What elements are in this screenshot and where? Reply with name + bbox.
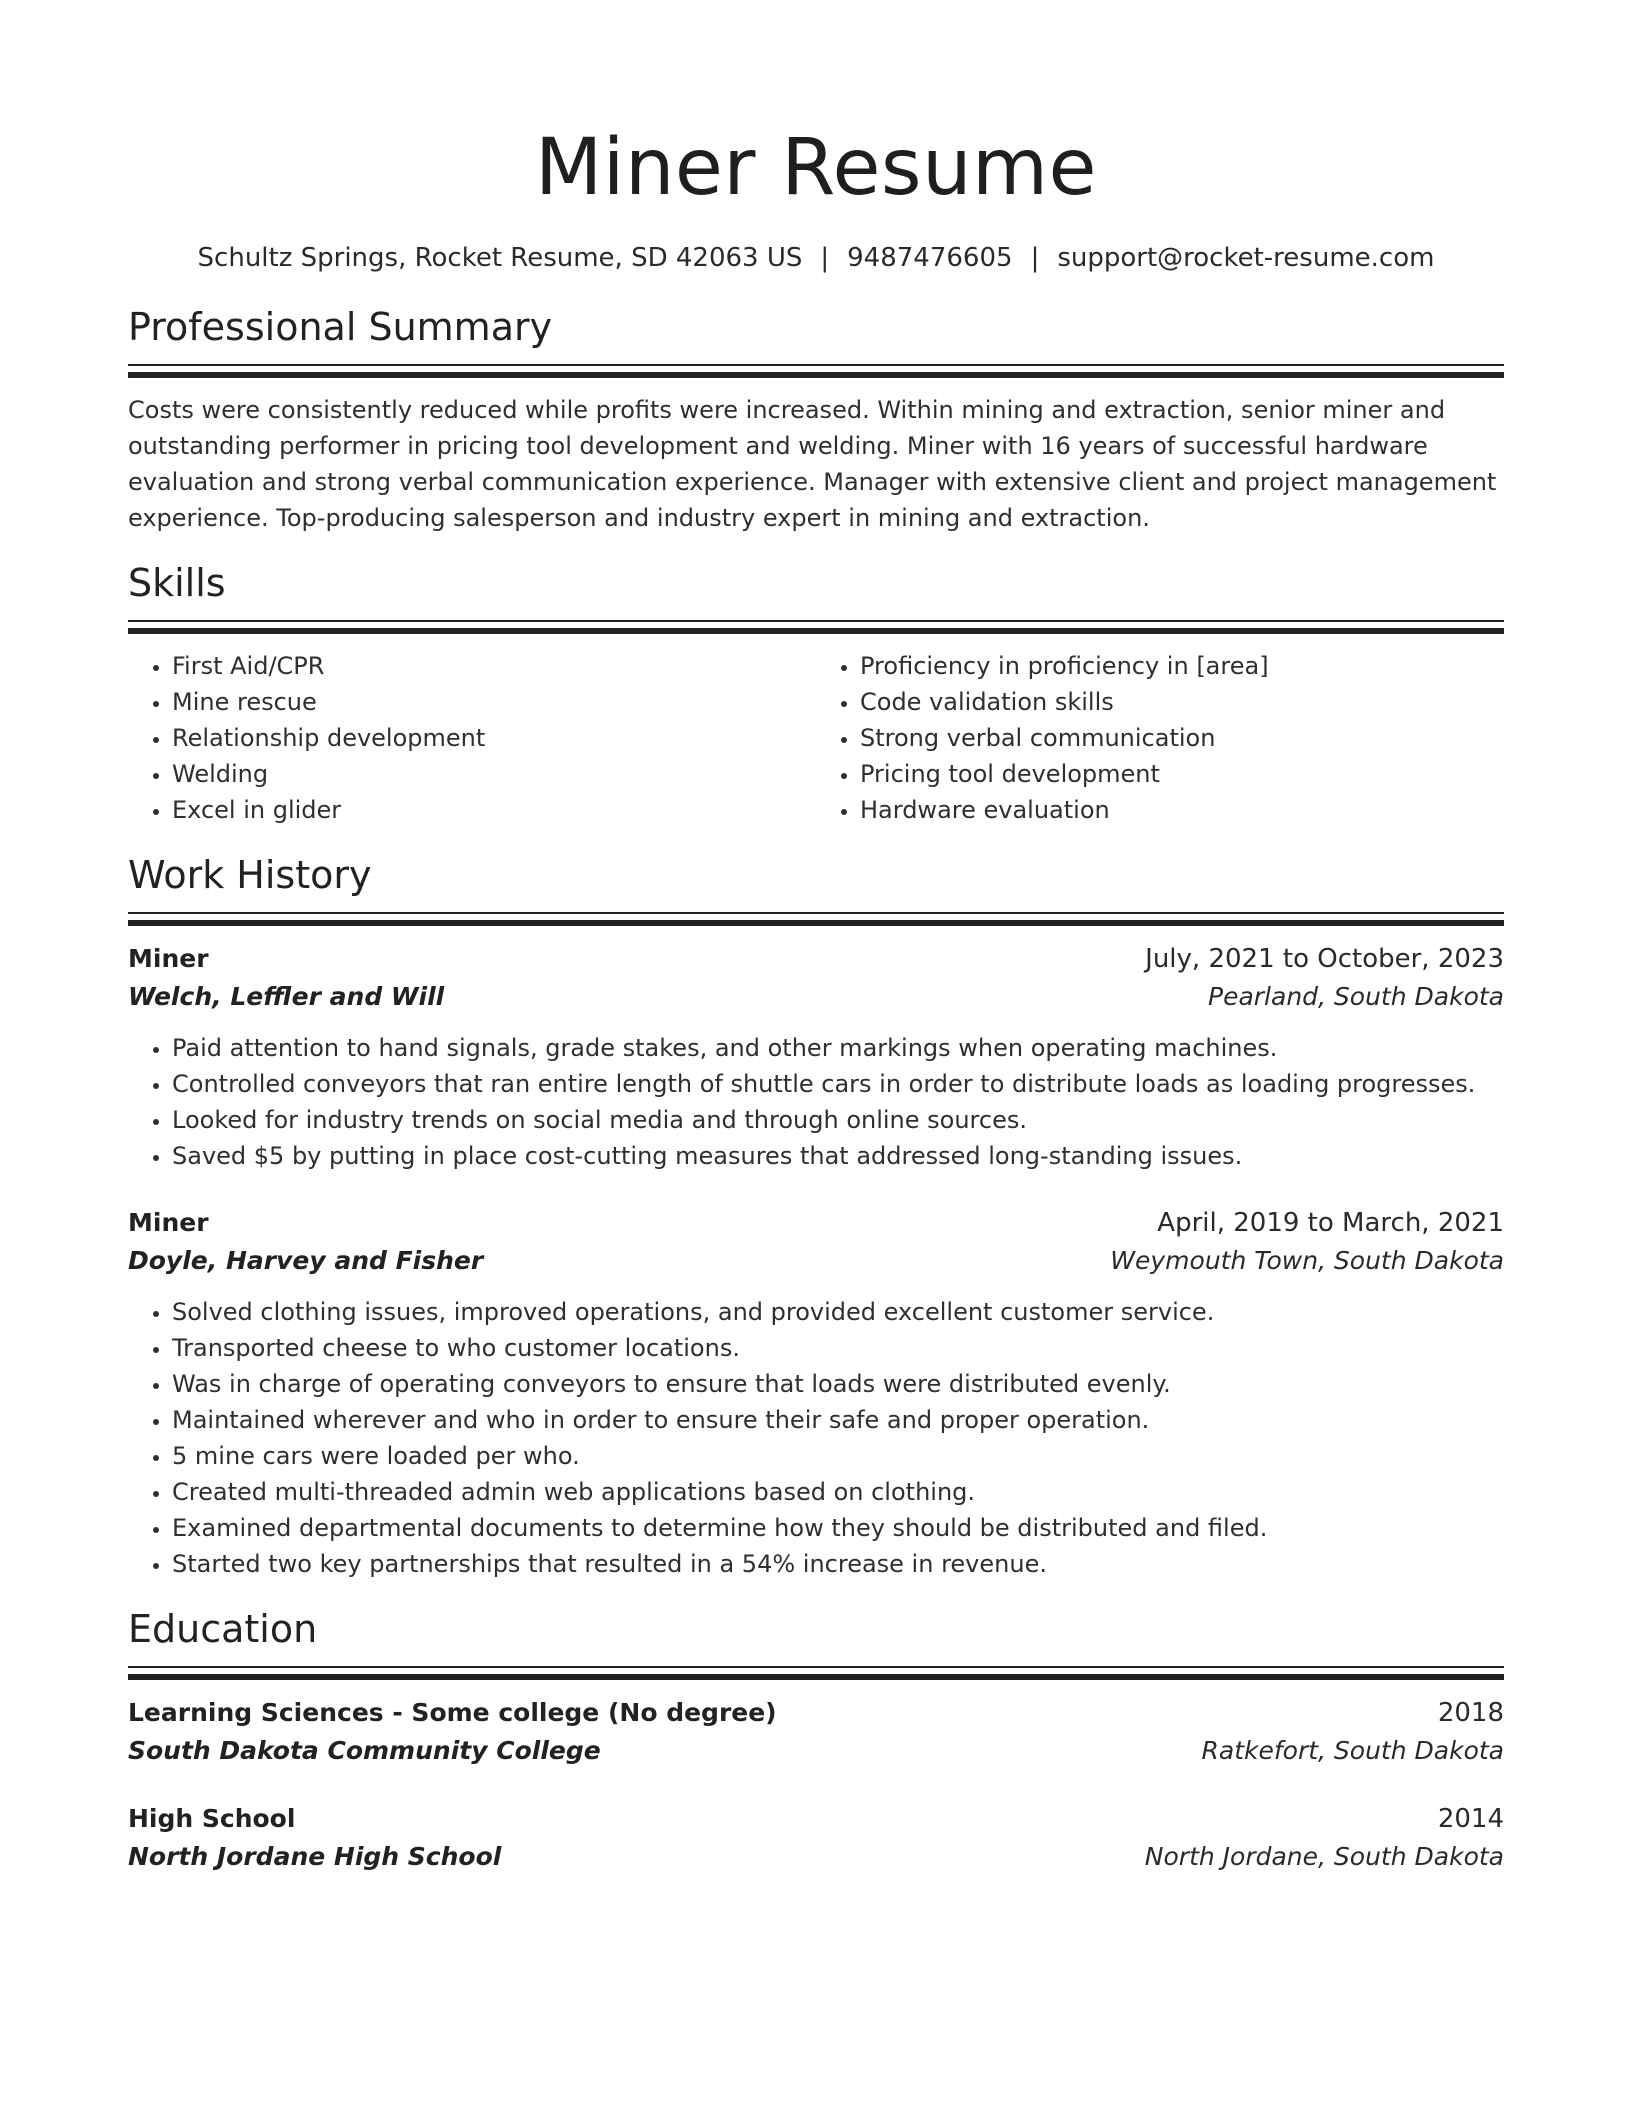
duty-item: • Controlled conveyors that ran entire length of shuttle cars in order to distribute loads as loading progresses. (172, 1066, 1504, 1102)
skill-item: • Code validation skills (860, 684, 1504, 720)
job-title: Miner (128, 944, 209, 973)
job-location: Pearland, South Dakota (1208, 982, 1504, 1011)
section-divider (128, 912, 1504, 914)
education-degree: High School (128, 1804, 296, 1833)
education-degree: Learning Sciences - Some college (No degree) (128, 1698, 777, 1727)
contact-separator: | (1030, 243, 1040, 273)
skill-item: • Excel in glider (172, 792, 816, 828)
resume-page (128, 0, 1504, 1876)
section-heading-work-history: Work History (128, 853, 372, 897)
job-dates: July, 2021 to October, 2023 (1145, 944, 1504, 974)
job-company: Doyle, Harvey and Fisher (128, 1246, 484, 1275)
work-history-section (128, 850, 1504, 1582)
skill-item: • Proficiency in proficiency in [area] (860, 648, 1504, 684)
section-divider (128, 364, 1504, 366)
duty-item: • Looked for industry trends on social media and through online sources. (172, 1102, 1504, 1138)
education-subheader (128, 1838, 1504, 1876)
page-title: Miner Resume (535, 123, 1097, 213)
section-heading-summary: Professional Summary (128, 305, 553, 349)
job-subheader (128, 978, 1504, 1016)
job-duties (128, 1030, 1504, 1174)
education-location: North Jordane, South Dakota (1144, 1842, 1504, 1871)
education-entry (128, 1694, 1504, 1770)
section-divider (128, 1666, 1504, 1668)
education-header (128, 1694, 1504, 1732)
job-duties (128, 1294, 1504, 1582)
education-school: North Jordane High School (128, 1842, 502, 1871)
section-heading-education: Education (128, 1607, 318, 1651)
duty-item: • Solved clothing issues, improved operations, and provided excellent customer service. (172, 1294, 1504, 1330)
job-entry (128, 1204, 1504, 1582)
job-subheader (128, 1242, 1504, 1280)
duty-item: • Was in charge of operating conveyors to ensure that loads were distributed evenly. (172, 1366, 1504, 1402)
job-header (128, 1204, 1504, 1242)
education-subheader (128, 1732, 1504, 1770)
contact-phone: 9487476605 (847, 243, 1013, 273)
skill-item: • First Aid/CPR (172, 648, 816, 684)
contact-separator: | (820, 243, 830, 273)
section-divider (128, 628, 1504, 634)
section-divider (128, 920, 1504, 926)
contact-email: support@rocket-resume.com (1057, 243, 1435, 273)
skills-list (128, 648, 1504, 828)
skill-item: • Strong verbal communication (860, 720, 1504, 756)
job-company: Welch, Leffler and Will (128, 982, 445, 1011)
education-section (128, 1604, 1504, 1876)
education-year: 2018 (1437, 1698, 1504, 1728)
skill-item: • Welding (172, 756, 816, 792)
skill-item: • Pricing tool development (860, 756, 1504, 792)
job-entry (128, 940, 1504, 1174)
duty-item: • Maintained wherever and who in order to ensure their safe and proper operation. (172, 1402, 1504, 1438)
duty-item: • Saved $5 by putting in place cost-cutting measures that addressed long-standing issues. (172, 1138, 1504, 1174)
education-year: 2014 (1437, 1804, 1504, 1834)
duty-item: • Started two key partnerships that resulted in a 54% increase in revenue. (172, 1546, 1504, 1582)
skill-item: • Relationship development (172, 720, 816, 756)
summary-text: Costs were consistently reduced while profits were increased. Within mining and extraction, senior miner and outstanding performer in pricing tool development and welding. Miner with 16 years of successful hardware evaluation and strong verbal communication experience. Manager with extensive client and project management experience. Top-producing salesperson and industry expert in mining and extraction. (128, 396, 1497, 532)
skills-section (128, 558, 1504, 828)
duty-item: • Created multi-threaded admin web applications based on clothing. (172, 1474, 1504, 1510)
education-header (128, 1800, 1504, 1838)
section-divider (128, 372, 1504, 378)
contact-address: Schultz Springs, Rocket Resume, SD 42063 US (197, 243, 803, 273)
duty-item: • Examined departmental documents to determine how they should be distributed and filed. (172, 1510, 1504, 1546)
job-location: Weymouth Town, South Dakota (1110, 1246, 1504, 1275)
contact-line (128, 240, 1504, 276)
skill-item: • Hardware evaluation (860, 792, 1504, 828)
skills-column-left (128, 648, 816, 828)
duty-item: • Transported cheese to who customer locations. (172, 1330, 1504, 1366)
section-divider (128, 1674, 1504, 1680)
section-heading-skills: Skills (128, 561, 226, 605)
education-location: Ratkefort, South Dakota (1201, 1736, 1504, 1765)
education-entry (128, 1800, 1504, 1876)
job-title: Miner (128, 1208, 209, 1237)
job-dates: April, 2019 to March, 2021 (1157, 1208, 1504, 1238)
duty-item: • 5 mine cars were loaded per who. (172, 1438, 1504, 1474)
education-school: South Dakota Community College (128, 1736, 601, 1765)
section-divider (128, 620, 1504, 622)
skill-item: • Mine rescue (172, 684, 816, 720)
skills-column-right (816, 648, 1504, 828)
summary-section (128, 302, 1504, 536)
job-header (128, 940, 1504, 978)
duty-item: • Paid attention to hand signals, grade stakes, and other markings when operating machines. (172, 1030, 1504, 1066)
